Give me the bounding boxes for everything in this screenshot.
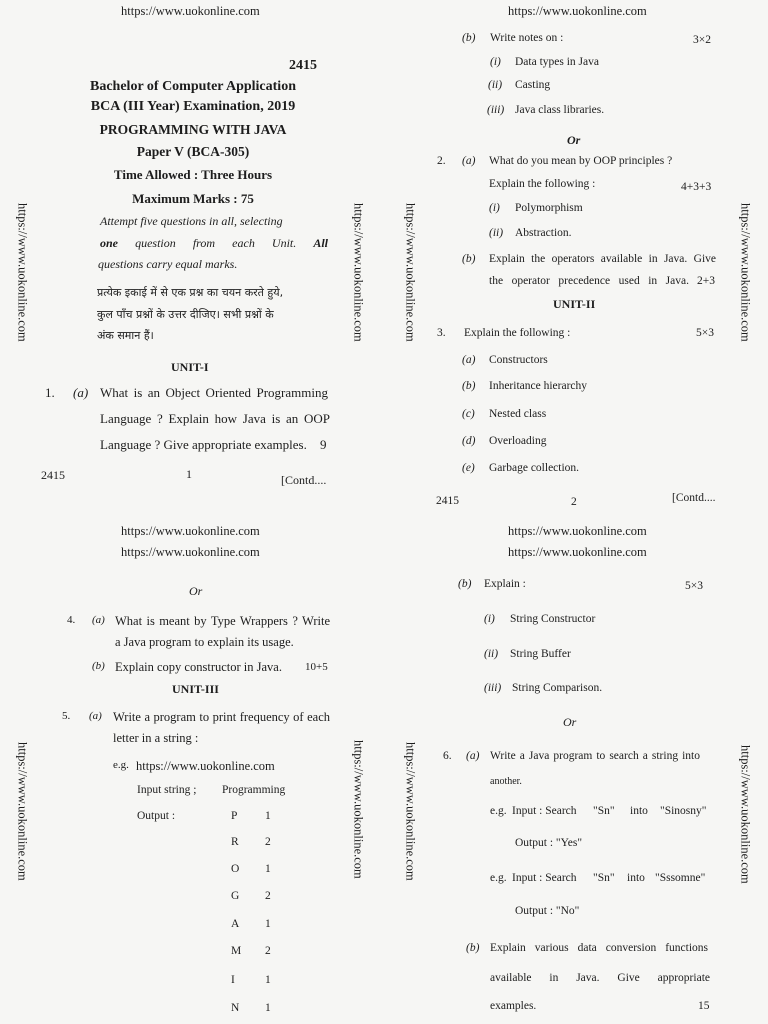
question-text-line: Explain the following :	[464, 327, 571, 339]
output-letter: G	[231, 890, 240, 902]
sub-item-text: Garbage collection.	[489, 462, 580, 474]
output-count: 1	[265, 1002, 271, 1014]
example-pattern: "Sn"	[593, 872, 615, 884]
or-separator: Or	[563, 715, 577, 729]
question-text-line: another.	[490, 776, 522, 787]
output-count: 1	[265, 918, 271, 930]
question-part-label: (a)	[92, 614, 105, 626]
page-header-url: https://www.uokonline.com	[121, 4, 260, 18]
question-number: 5.	[62, 710, 71, 722]
question-number: 2.	[437, 155, 446, 167]
sub-item-label: (e)	[462, 462, 475, 474]
question-marks: 10+5	[305, 661, 328, 673]
page-header-url: https://www.uokonline.com	[508, 545, 647, 559]
question-text-line: the operator precedence used in Java.	[489, 275, 689, 287]
sub-item-text: String Constructor	[510, 613, 596, 625]
sub-item-text: Data types in Java	[515, 56, 599, 68]
time-allowed: Time Allowed : Three Hours	[113, 167, 273, 182]
exam-title: BCA (III Year) Examination, 2019	[90, 99, 296, 114]
example-url: https://www.uokonline.com	[136, 759, 275, 773]
sub-item-label: (iii)	[484, 682, 502, 694]
question-text-line: Explain :	[484, 578, 526, 590]
instructions-en-line-2-text: question from each Unit.	[118, 236, 314, 250]
question-text-line: available in Java. Give appropriate	[490, 972, 710, 984]
question-text-line: examples.	[490, 1000, 537, 1012]
sub-item-text: String Buffer	[510, 648, 571, 660]
paper-code: 2415	[289, 58, 317, 73]
page-header-url: https://www.uokonline.com	[508, 524, 647, 538]
example-into: into	[630, 805, 648, 817]
sub-item-label: (ii)	[484, 648, 499, 660]
sub-item-text: Inheritance hierarchy	[489, 380, 588, 392]
side-watermark-url: https://www.uokonline.com	[15, 742, 30, 881]
footer-contd: [Contd....	[672, 492, 716, 504]
or-separator: Or	[189, 584, 203, 598]
footer-page-number: 1	[186, 467, 192, 481]
output-count: 2	[265, 945, 271, 957]
sub-item-label: (c)	[462, 408, 475, 420]
question-text-line: Explain the operators available in Java. Give	[489, 253, 716, 265]
question-part-label: (a)	[89, 710, 102, 722]
sub-item-text: Constructors	[489, 354, 548, 366]
sub-item-label: (ii)	[489, 227, 504, 239]
question-part-label: (a)	[462, 155, 476, 167]
footer-paper-code: 2415	[41, 468, 65, 482]
unit-heading: UNIT-I	[171, 360, 209, 374]
subject-title: PROGRAMMING WITH JAVA	[99, 122, 287, 137]
question-text-line: Write a program to print frequency of each	[113, 710, 330, 724]
example-into: into	[627, 872, 645, 884]
example-label: e.g.	[490, 872, 507, 884]
output-count: 2	[265, 836, 271, 848]
side-watermark-url: https://www.uokonline.com	[351, 740, 366, 879]
side-watermark-url: https://www.uokonline.com	[738, 745, 753, 884]
output-letter: N	[231, 1002, 240, 1014]
footer-page-number: 2	[571, 496, 577, 508]
question-text-line: Explain various data conversion functions	[490, 942, 708, 954]
question-text-line: What is meant by Type Wrappers ? Write	[115, 614, 330, 628]
question-marks: 4+3+3	[681, 181, 712, 193]
question-part-label: (a)	[73, 385, 89, 400]
example-label: e.g.	[490, 805, 507, 817]
question-part-label: (b)	[466, 942, 480, 954]
question-text-line: Explain the following :	[489, 178, 596, 190]
example-pattern: "Sn"	[593, 805, 615, 817]
or-separator: Or	[567, 133, 581, 147]
example-label: e.g.	[113, 759, 129, 771]
sub-item-text: String Comparison.	[512, 682, 603, 694]
side-watermark-url: https://www.uokonline.com	[351, 203, 366, 342]
output-letter: A	[231, 918, 240, 930]
question-number: 1.	[45, 385, 55, 400]
output-count: 1	[265, 974, 271, 986]
question-text-line: letter in a string :	[113, 731, 199, 745]
question-part-label: (b)	[92, 660, 105, 672]
max-marks: Maximum Marks : 75	[132, 191, 254, 206]
unit-heading: UNIT-II	[553, 297, 596, 311]
question-text-line: Write notes on :	[490, 32, 564, 44]
sub-item-label: (d)	[462, 435, 476, 447]
output-letter: I	[231, 974, 235, 986]
sub-item-text: Nested class	[489, 408, 547, 420]
sub-item-label: (b)	[462, 380, 476, 392]
sub-item-text: Abstraction.	[515, 227, 572, 239]
side-watermark-url: https://www.uokonline.com	[738, 203, 753, 342]
sub-item-text: Overloading	[489, 435, 547, 447]
example-input: Input : Search	[512, 805, 577, 817]
instructions-emphasis-all: All	[313, 236, 328, 250]
sub-item-label: (iii)	[487, 104, 505, 116]
sub-item-label: (ii)	[488, 79, 503, 91]
sub-item-label: (i)	[489, 202, 500, 214]
output-count: 1	[265, 810, 271, 822]
output-count: 2	[265, 890, 271, 902]
question-number: 4.	[67, 614, 76, 626]
sub-item-text: Polymorphism	[515, 202, 583, 214]
degree-title: Bachelor of Computer Application	[90, 79, 296, 94]
paper-title: Paper V (BCA-305)	[136, 144, 250, 159]
sub-item-label: (i)	[484, 613, 495, 625]
question-text-line: Write a Java program to search a string into	[490, 750, 700, 762]
question-text-line: Language ? Explain how Java is an OOP	[100, 411, 330, 426]
question-text-line: Explain copy constructor in Java.	[115, 660, 282, 674]
question-marks: 3×2	[693, 34, 711, 46]
instructions-en-line-3: questions carry equal marks.	[98, 257, 238, 271]
question-marks: 5×3	[685, 580, 703, 592]
output-letter: P	[231, 810, 238, 822]
question-part-label: (b)	[458, 578, 472, 590]
example-output: Output : "Yes"	[515, 837, 583, 849]
instructions-hi-line-1: प्रत्येक इकाई में से एक प्रश्न का चयन करते हुये,	[97, 286, 284, 299]
output-letter: R	[231, 836, 239, 848]
page-header-url: https://www.uokonline.com	[121, 545, 260, 559]
output-letter: O	[231, 863, 240, 875]
question-marks: 2+3	[697, 275, 715, 287]
side-watermark-url: https://www.uokonline.com	[15, 203, 30, 342]
question-marks: 9	[320, 437, 327, 452]
question-text-line: Language ? Give appropriate examples.	[100, 437, 307, 452]
question-part-label: (b)	[462, 32, 476, 44]
unit-heading: UNIT-III	[172, 682, 219, 696]
example-input: Input : Search	[512, 872, 577, 884]
footer-paper-code: 2415	[436, 495, 459, 507]
footer-contd: [Contd....	[281, 473, 327, 487]
question-text-line: What is an Object Oriented Programming	[100, 385, 328, 400]
question-number: 6.	[443, 750, 452, 762]
instructions-en-line-2	[100, 237, 328, 249]
sub-item-label: (i)	[490, 56, 501, 68]
output-count: 1	[265, 863, 271, 875]
input-string-value: Programming	[222, 784, 286, 796]
instructions-hi-line-2: कुल पाँच प्रश्नों के उत्तर दीजिए। सभी प्रश्नों के	[97, 308, 274, 321]
output-label: Output :	[137, 810, 176, 822]
question-marks: 15	[698, 1000, 710, 1012]
question-text-line: a Java program to explain its usage.	[115, 635, 294, 649]
question-part-label: (a)	[466, 750, 480, 762]
page-header-url: https://www.uokonline.com	[508, 4, 647, 18]
sub-item-label: (a)	[462, 354, 476, 366]
question-text-line: What do you mean by OOP principles ?	[489, 155, 673, 167]
sub-item-text: Casting	[515, 79, 551, 91]
question-number: 3.	[437, 327, 446, 339]
page-header-url: https://www.uokonline.com	[121, 524, 260, 538]
instructions-emphasis-one: one	[100, 236, 118, 250]
input-string-label: Input string ;	[137, 784, 197, 796]
instructions-hi-line-3: अंक समान हैं।	[97, 329, 154, 342]
side-watermark-url: https://www.uokonline.com	[403, 203, 418, 342]
side-watermark-url: https://www.uokonline.com	[403, 742, 418, 881]
instructions-en-line-1: Attempt five questions in all, selecting	[100, 214, 283, 228]
sub-item-text: Java class libraries.	[515, 104, 605, 116]
example-target: "Sinosny"	[660, 805, 707, 817]
output-letter: M	[231, 945, 242, 957]
example-output: Output : "No"	[515, 905, 580, 917]
question-marks: 5×3	[696, 327, 714, 339]
question-part-label: (b)	[462, 253, 476, 265]
example-target: "Sssomne"	[655, 872, 706, 884]
